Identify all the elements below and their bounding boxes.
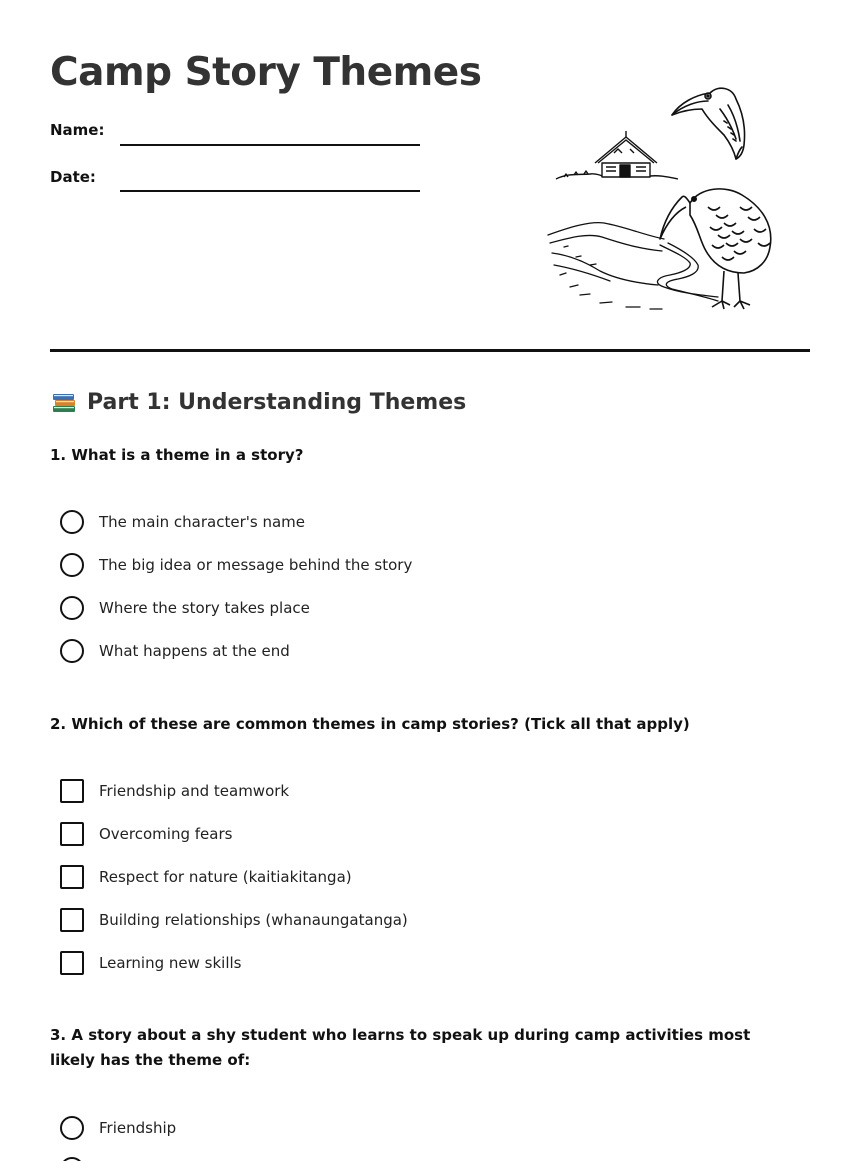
part1-heading xyxy=(50,388,466,416)
option-label: Where the story takes place xyxy=(99,599,310,617)
checkbox[interactable] xyxy=(60,779,84,803)
option-label: The big idea or message behind the story xyxy=(99,556,413,574)
q1-option-2[interactable] xyxy=(60,552,412,578)
question-2: 2. Which of these are common themes in camp stories? (Tick all that apply) xyxy=(50,715,690,733)
part1-title: Part 1: Understanding Themes xyxy=(87,389,467,415)
option-label: Friendship and teamwork xyxy=(99,782,290,800)
q2-option-4[interactable] xyxy=(60,907,408,933)
q2-option-3[interactable] xyxy=(60,864,352,890)
question-3: 3. A story about a shy student who learns to speak up during camp activities most likely has the theme of: xyxy=(50,1026,751,1069)
q1-option-1[interactable] xyxy=(60,509,305,535)
q1-option-4[interactable] xyxy=(60,638,290,664)
books-icon xyxy=(50,388,78,416)
option-label: Respect for nature (kaitiakitanga) xyxy=(99,868,352,886)
landscape-river-icon xyxy=(548,223,718,309)
checkbox[interactable] xyxy=(60,908,84,932)
checkbox[interactable] xyxy=(60,951,84,975)
page-title: Camp Story Themes xyxy=(50,50,482,95)
q1-option-3[interactable] xyxy=(60,595,310,621)
camp-illustration xyxy=(540,75,790,315)
option-label: Learning new skills xyxy=(99,954,242,972)
meeting-house-icon xyxy=(556,131,678,179)
question-1: 1. What is a theme in a story? xyxy=(50,446,304,464)
q2-option-2[interactable] xyxy=(60,821,232,847)
radio-button[interactable] xyxy=(60,1157,84,1161)
option-label: Friendship xyxy=(99,1119,177,1137)
checkbox[interactable] xyxy=(60,822,84,846)
radio-button[interactable] xyxy=(60,596,84,620)
radio-button[interactable] xyxy=(60,1116,84,1140)
option-label: Building relationships (whanaungatanga) xyxy=(99,911,408,929)
section-divider xyxy=(50,349,810,352)
date-field[interactable] xyxy=(120,190,420,192)
radio-button[interactable] xyxy=(60,510,84,534)
option-label: Overcoming fears xyxy=(99,825,233,843)
q3-option-2-partial[interactable] xyxy=(60,1156,84,1161)
q2-option-1[interactable] xyxy=(60,778,289,804)
checkbox[interactable] xyxy=(60,865,84,889)
q2-option-5[interactable] xyxy=(60,950,241,976)
option-label: What happens at the end xyxy=(99,642,290,660)
date-label: Date: xyxy=(50,168,96,186)
hornbill-bird-icon xyxy=(672,88,745,159)
radio-button[interactable] xyxy=(60,639,84,663)
q3-option-1[interactable] xyxy=(60,1115,176,1141)
option-label: The main character's name xyxy=(99,513,305,531)
radio-button[interactable] xyxy=(60,553,84,577)
name-label: Name: xyxy=(50,121,105,139)
name-field[interactable] xyxy=(120,144,420,146)
